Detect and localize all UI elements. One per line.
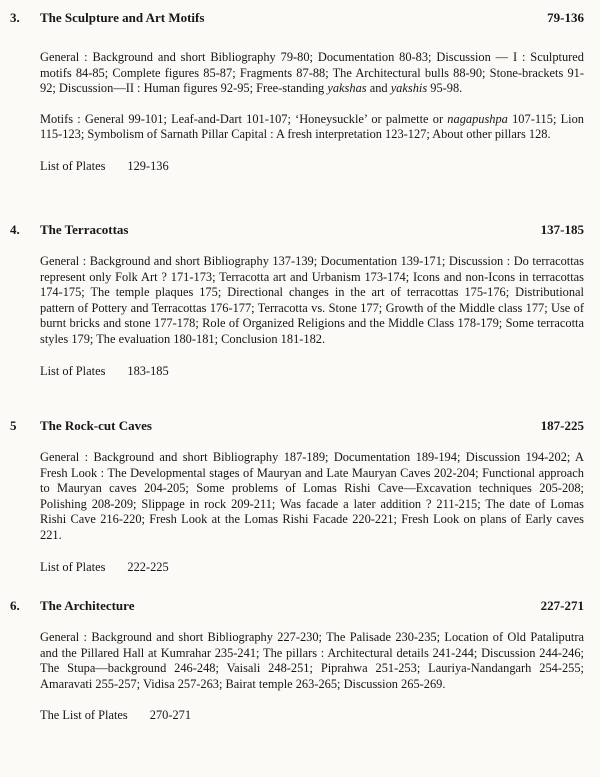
chapter-paragraph: General : Background and short Bibliography 79-80; Documentation 80-83; Discussion — I : Sculptured motifs 84-85; Complete figures 85-87; Fragments 87-88; The Architectural bulls 88-90; Stone-brackets 91-92; Discussion—II : Human figures 92-95; Free-standing yakshas and yakshis 95-98. (40, 50, 584, 96)
chapter-title: The Architecture (40, 598, 135, 613)
plates-pages: 129-136 (127, 158, 169, 173)
chapter-heading (0, 598, 600, 618)
chapter-title: The Sculpture and Art Motifs (40, 10, 205, 25)
plates-pages: 183-185 (127, 363, 169, 378)
chapter-heading (0, 10, 600, 30)
list-of-plates (40, 708, 600, 724)
list-of-plates (40, 364, 600, 380)
plates-label: List of Plates (40, 559, 106, 574)
plates-label: List of Plates (40, 158, 106, 173)
chapter-paragraph: Motifs : General 99-101; Leaf-and-Dart 101-107; ‘Honeysuckle’ or palmette or nagapushpa 107-115; Lion 115-123; Symbolism of Sarnath Pillar Capital : A fresh interpretation 123-127; About other pillars 128. (40, 111, 584, 142)
list-of-plates (40, 560, 600, 576)
chapter-heading (0, 222, 600, 242)
chapter-number: 5 (10, 418, 17, 433)
chapter-page-range: 137-185 (540, 222, 584, 237)
chapter-number: 4. (10, 222, 20, 237)
chapter-number: 6. (10, 598, 20, 613)
plates-label: The List of Plates (40, 708, 128, 723)
list-of-plates (40, 159, 600, 175)
chapter-4 (0, 222, 600, 379)
chapter-page-range: 187-225 (540, 418, 584, 433)
chapter-paragraph: General : Background and short Bibliography 187-189; Documentation 189-194; Discussion 194-202; A Fresh Look : The Developmental stages of Mauryan and Late Mauryan Caves 202-204; Functional approach to Mauryan caves 204-205; Some problems of Lomas Rishi Cave—Excavation techniques 205-208; Polishing 208-209; Slippage in rock 209-211; Was facade a later addition ? 211-215; The date of Lomas Rishi Cave 216-220; Fresh Look at the Lomas Rishi Facade 220-221; Fresh Look on plans of Early caves 221. (40, 450, 584, 542)
chapter-3 (0, 10, 600, 175)
chapter-page-range: 227-271 (540, 598, 584, 613)
chapter-5 (0, 418, 600, 575)
chapter-title: The Terracottas (40, 222, 129, 237)
chapter-number: 3. (10, 10, 20, 25)
chapter-title: The Rock-cut Caves (40, 418, 152, 433)
chapter-heading (0, 418, 600, 438)
chapter-paragraph: General : Background and short Bibliography 227-230; The Palisade 230-235; Location of Old Pataliputra and the Pillared Hall at Kumrahar 235-241; The pillars : Architectural details 241-244; Discussion 244-246; The Stupa—background 246-248; Vaisali 248-251; Piprahwa 251-253; Lauriya-Nandangarh 254-255; Amaravati 255-257; Vidisa 257-263; Bairat temple 263-265; Discussion 265-269. (40, 630, 584, 691)
plates-pages: 222-225 (127, 559, 169, 574)
chapter-paragraph: General : Background and short Bibliography 137-139; Documentation 139-171; Discussion : Do terracottas represent only Folk Art ? 171-173; Terracotta art and Urbanism 173-174; Icons and non-Icons in terracottas 174-175; The temple plaques 175; Directional changes in the art of terracottas 175-176; Distributional pattern of Pottery and Terracottas 176-177; Terracotta vs. Stone 177; Growth of the Middle class 177; Use of burnt bricks and stone 177-178; Role of Organized Religions and the Middle Class 178-179; Some terracotta styles 179; The evaluation 180-181; Conclusion 181-182. (40, 254, 584, 346)
chapter-page-range: 79-136 (547, 10, 584, 25)
chapter-6 (0, 598, 600, 724)
plates-pages: 270-271 (149, 708, 192, 723)
plates-label: List of Plates (40, 363, 106, 378)
